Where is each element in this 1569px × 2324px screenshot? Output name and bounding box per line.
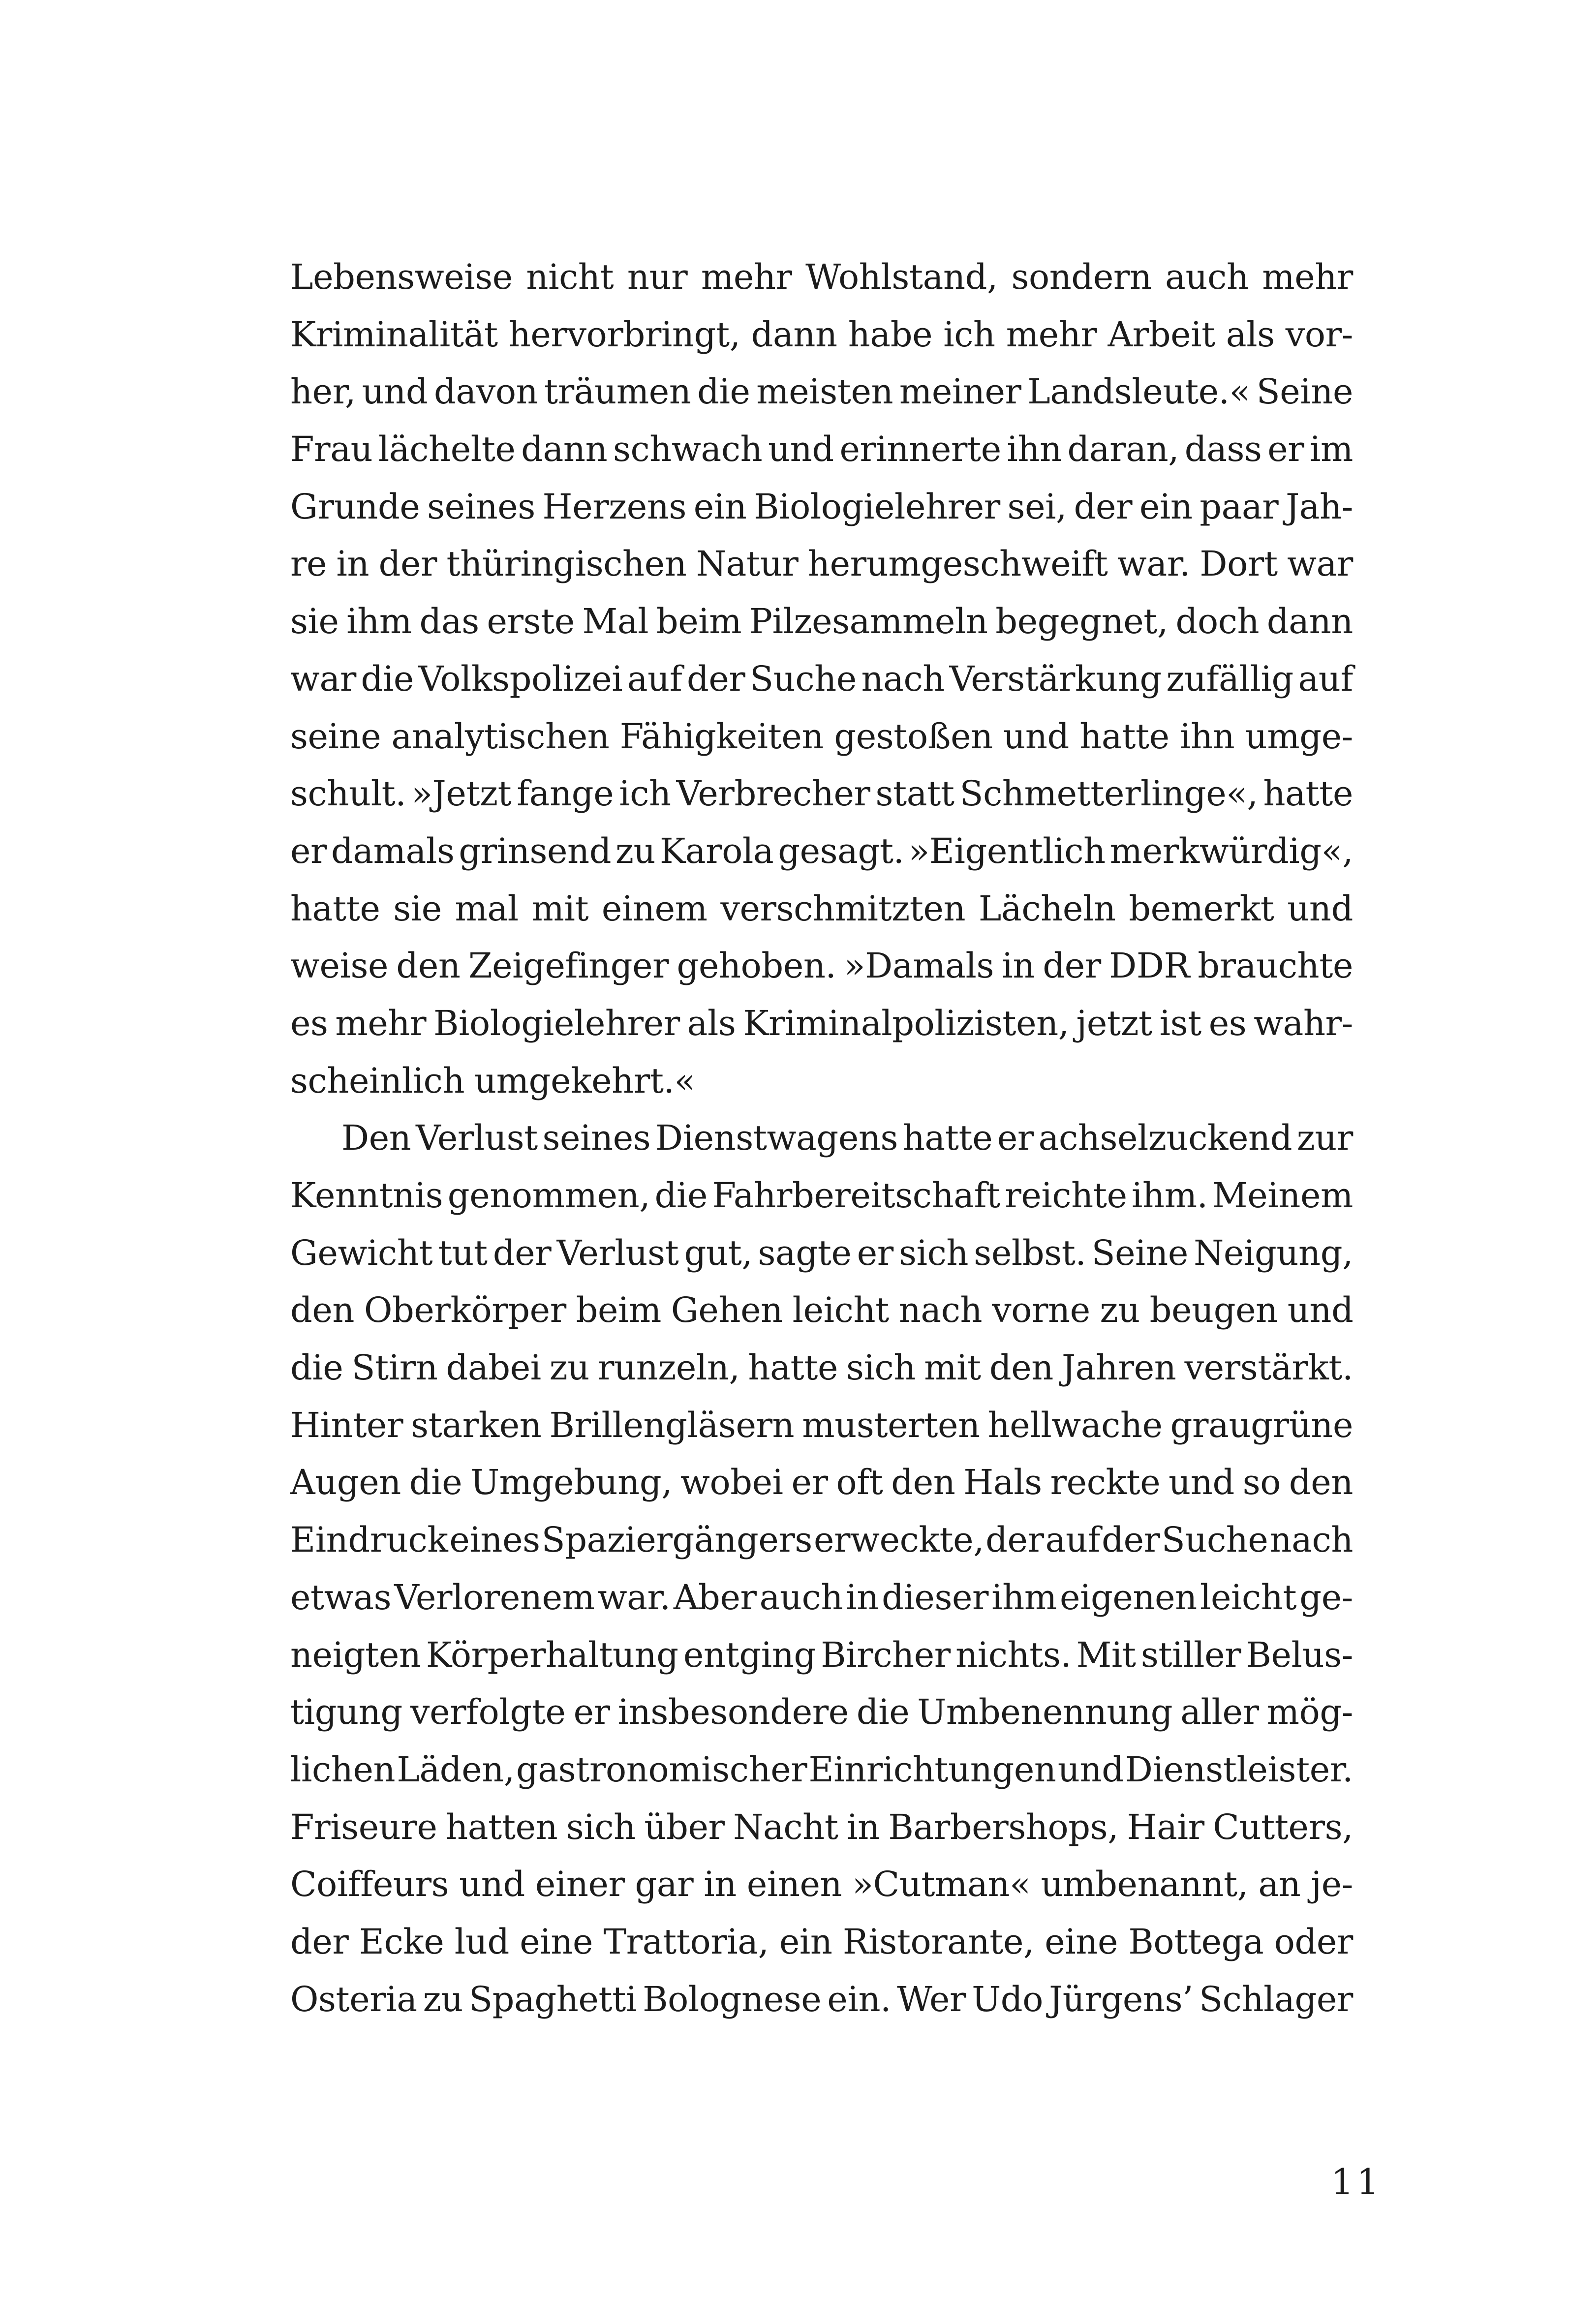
text-line: etwas Verlorenem war. Aber auch in dieser ihm eigenen leicht ge- <box>290 1577 1353 1618</box>
text-line: Kenntnis genommen, die Fahrbereitschaft reichte ihm. Meinem <box>290 1175 1353 1216</box>
text-line: schult. »Jetzt fange ich Verbrecher statt Schmetterlinge«, hatte <box>290 773 1353 814</box>
text-line: war die Volkspolizei auf der Suche nach Verstärkung zufällig auf <box>290 658 1353 699</box>
text-line: scheinlich umgekehrt.« <box>290 1060 695 1101</box>
text-line: Eindruck eines Spaziergängers erweckte, der auf der Suche nach <box>290 1520 1353 1560</box>
text-line: lichen Läden, gastronomischer Einrichtungen und Dienstleister. <box>290 1749 1353 1790</box>
text-line: Friseure hatten sich über Nacht in Barbershops, Hair Cutters, <box>290 1806 1353 1847</box>
text-line: er damals grinsend zu Karola gesagt. »Eigentlich merkwürdig«, <box>290 830 1354 871</box>
text-line: Gewicht tut der Verlust gut, sagte er sich selbst. Seine Neigung, <box>290 1232 1353 1273</box>
text-line: Frau lächelte dann schwach und erinnerte ihn daran, dass er im <box>290 429 1353 470</box>
text-line: seine analytischen Fähigkeiten gestoßen und hatte ihn umge- <box>290 716 1353 757</box>
text-line: Kriminalität hervorbringt, dann habe ich mehr Arbeit als vor- <box>290 314 1353 355</box>
text-line: sie ihm das erste Mal beim Pilzesammeln begegnet, doch dann <box>290 601 1353 642</box>
text-line: neigten Körperhaltung entging Bircher nichts. Mit stiller Belus- <box>290 1634 1353 1675</box>
text-line: re in der thüringischen Natur herumgeschweift war. Dort war <box>290 544 1353 584</box>
text-line: her, und davon träumen die meisten meiner Landsleute.« Seine <box>290 371 1353 412</box>
text-line: die Stirn dabei zu runzeln, hatte sich mit den Jahren verstärkt. <box>290 1347 1353 1388</box>
text-line: Grunde seines Herzens ein Biologielehrer sei, der ein paar Jah- <box>290 486 1353 527</box>
text-line: Osteria zu Spaghetti Bolognese ein. Wer Udo Jürgens’ Schlager <box>290 1979 1353 2019</box>
text-line: es mehr Biologielehrer als Kriminalpolizisten, jetzt ist es wahr- <box>290 1003 1353 1043</box>
page-number: 11 <box>1331 2161 1382 2202</box>
text-line: weise den Zeigefinger gehoben. »Damals in der DDR brauchte <box>290 946 1353 986</box>
text-line: den Oberkörper beim Gehen leicht nach vorne zu beugen und <box>290 1290 1354 1331</box>
body-text <box>290 248 1353 2028</box>
text-line: Hinter starken Brillengläsern musterten hellwache graugrüne <box>290 1405 1353 1445</box>
text-line: der Ecke lud eine Trattoria, ein Ristorante, eine Bottega oder <box>290 1921 1353 1962</box>
text-line: Den Verlust seines Dienstwagens hatte er achselzuckend zur <box>341 1118 1353 1159</box>
text-line: Lebensweise nicht nur mehr Wohlstand, sondern auch mehr <box>290 257 1353 297</box>
text-line: Coiffeurs und einer gar in einen »Cutman« umbenannt, an je- <box>290 1864 1353 1905</box>
text-line: Augen die Umgebung, wobei er oft den Hals reckte und so den <box>290 1462 1353 1503</box>
text-line: tigung verfolgte er insbesondere die Umbenennung aller mög- <box>290 1692 1353 1733</box>
text-line: hatte sie mal mit einem verschmitzten Lächeln bemerkt und <box>290 888 1353 929</box>
